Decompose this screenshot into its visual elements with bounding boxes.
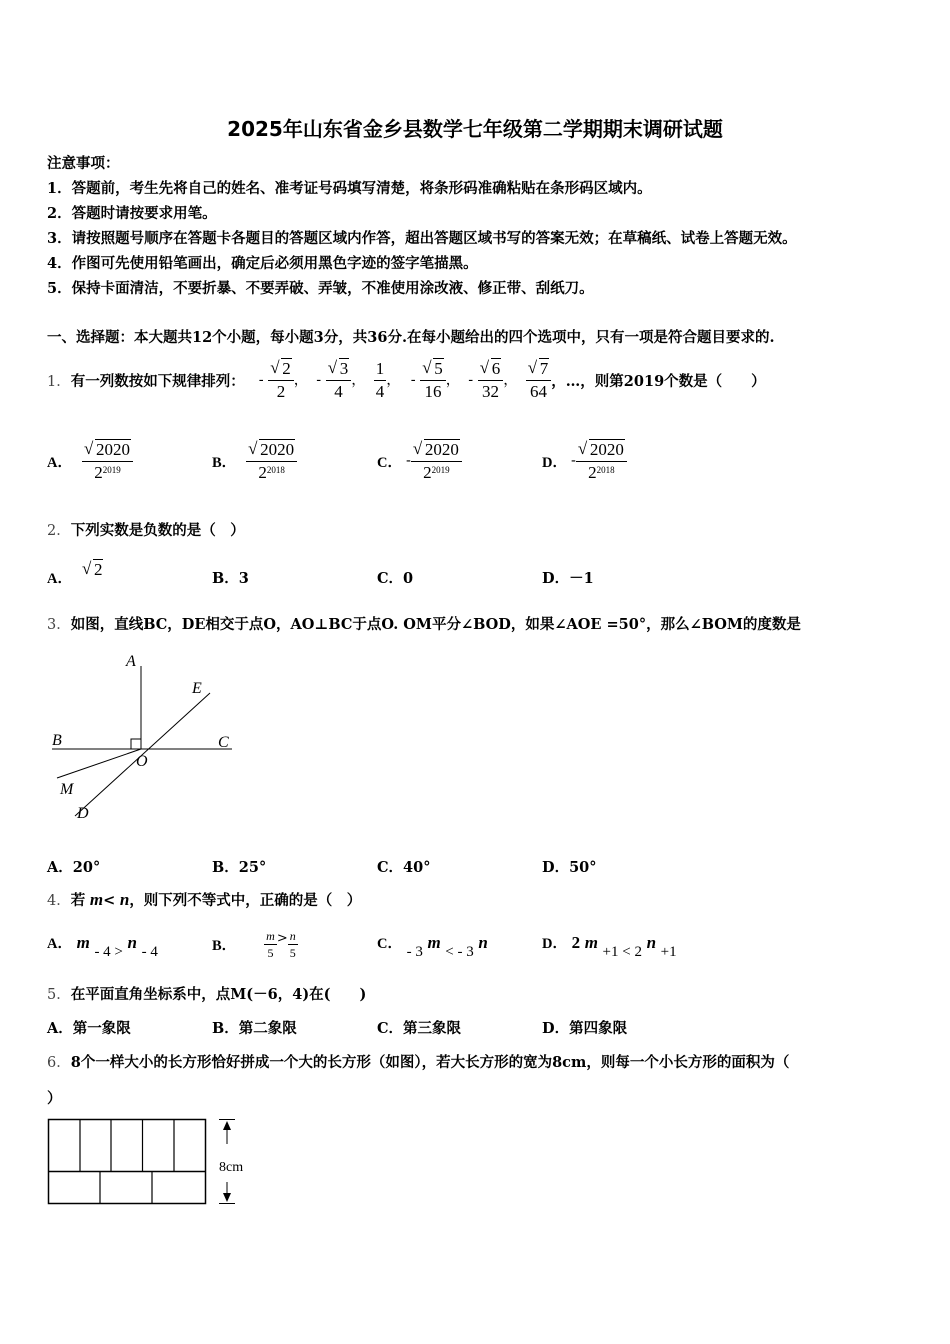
- option-d[interactable]: D．第四象限: [542, 1020, 628, 1037]
- question-5: 5．在平面直角坐标系中，点M(－6，4)在( ): [47, 986, 367, 1003]
- option-c[interactable]: C．40°: [377, 859, 431, 876]
- question-6: 6．8个一样大小的长方形恰好拼成一个大的长方形（如图），若大长方形的宽为8cm，则每一个小长方形的面积为（: [47, 1054, 790, 1071]
- option-c[interactable]: C．第三象限: [377, 1020, 462, 1037]
- label-c: C: [218, 734, 229, 751]
- sequence-term: - √ $\frac{2}{2}$ ，: [259, 358, 309, 403]
- option-d[interactable]: D．－1: [542, 570, 594, 587]
- label-a: A: [126, 653, 136, 670]
- arrow-up-icon: [223, 1121, 231, 1130]
- option-c[interactable]: C． - √ $\frac{2020}{2^{2019}}$: [377, 434, 462, 488]
- big-rectangle: [49, 1120, 206, 1204]
- option-a[interactable]: A．第一象限: [47, 1020, 131, 1037]
- label-b: B: [52, 732, 62, 749]
- page-title: 2025年山东省金乡县数学七年级第二学期期末调研试题: [227, 117, 723, 141]
- label-m: M: [60, 781, 74, 798]
- option-b[interactable]: B．3: [212, 570, 249, 587]
- sequence-term: - √ $\frac{5}{16}$ ，: [411, 358, 461, 403]
- option-a[interactable]: A． √ 2: [47, 558, 103, 588]
- option-a[interactable]: A．20°: [47, 859, 101, 876]
- sequence-term: $\frac{1}{4}$ ，: [375, 358, 401, 401]
- option-c[interactable]: C． - 3 m < - 3 n: [377, 933, 488, 960]
- option-b[interactable]: B． $\frac{m}{5}$ > $\frac{n}{5}$: [212, 928, 296, 960]
- arrow-down-icon: [223, 1193, 231, 1202]
- option-c[interactable]: C．0: [377, 570, 414, 587]
- option-d[interactable]: D．50°: [542, 859, 597, 876]
- rectangles-figure: [44, 1114, 264, 1210]
- sequence-term: √ $\frac{7}{64}$: [526, 358, 552, 403]
- label-d: D: [77, 805, 89, 822]
- option-b[interactable]: B．第二象限: [212, 1020, 297, 1037]
- question-stem: 有一列数按如下规律排列：: [70, 372, 245, 390]
- option-b[interactable]: B． √ $\frac{2020}{2^{2018}}$: [212, 434, 297, 488]
- question-number: 1．: [47, 373, 71, 390]
- question-6-end: ）: [47, 1090, 62, 1107]
- option-d[interactable]: D． 2 m +1 < 2 n +1: [542, 933, 677, 960]
- option-b[interactable]: B．25°: [212, 859, 267, 876]
- question-3: 3．如图，直线BC，DE相交于点O，AO⊥BC于点O. OM平分∠BOD，如果∠AOE =50°，那么∠BOM的度数是: [47, 616, 801, 633]
- option-a[interactable]: A． √ $\frac{2020}{2^{2019}}$: [47, 434, 133, 488]
- note-item: 4．作图可先使用铅笔画出，确定后必须用黑色字迹的签字笔描黑。: [47, 255, 478, 272]
- note-item: 5．保持卡面清洁，不要折暴、不要弄破、弄皱，不准使用涂改液、修正带、刮纸刀。: [47, 280, 594, 297]
- ray-om: [57, 749, 141, 778]
- notes-heading: 注意事项：: [47, 155, 120, 172]
- question-1: [47, 350, 766, 410]
- section-heading: 一、选择题：本大题共12个小题，每小题3分，共36分.在每小题给出的四个选项中，只有一项是符合题目要求的.: [47, 329, 775, 346]
- note-item: 3．请按照题号顺序在答题卡各题目的答题区域内作答，超出答题区域书写的答案无效；在草稿纸、试卷上答题无效。: [47, 230, 797, 247]
- question-stem-tail: ，…，则第2019个数是（ ）: [551, 372, 766, 390]
- option-a[interactable]: A． m - 4 > n - 4: [47, 933, 158, 960]
- option-d[interactable]: D． - √ $\frac{2020}{2^{2018}}$: [542, 434, 627, 488]
- label-e: E: [192, 680, 202, 697]
- question-2: 2．下列实数是负数的是（ ）: [47, 522, 245, 539]
- angle-figure: [40, 648, 250, 828]
- note-item: 2．答题时请按要求用笔。: [47, 205, 217, 222]
- sequence-term: - √ $\frac{6}{32}$ ，: [468, 358, 518, 403]
- sequence-term: - √ $\frac{3}{4}$ ，: [316, 358, 366, 403]
- question-4: 4．若 m< n，则下列不等式中，正确的是（ ）: [47, 890, 362, 909]
- right-angle-mark: [131, 739, 141, 749]
- note-item: 1．答题前，考生先将自己的姓名、准考证号码填写清楚，将条形码准确粘贴在条形码区域内。: [47, 180, 652, 197]
- dimension-label: 8cm: [219, 1160, 244, 1175]
- label-o: O: [136, 753, 148, 770]
